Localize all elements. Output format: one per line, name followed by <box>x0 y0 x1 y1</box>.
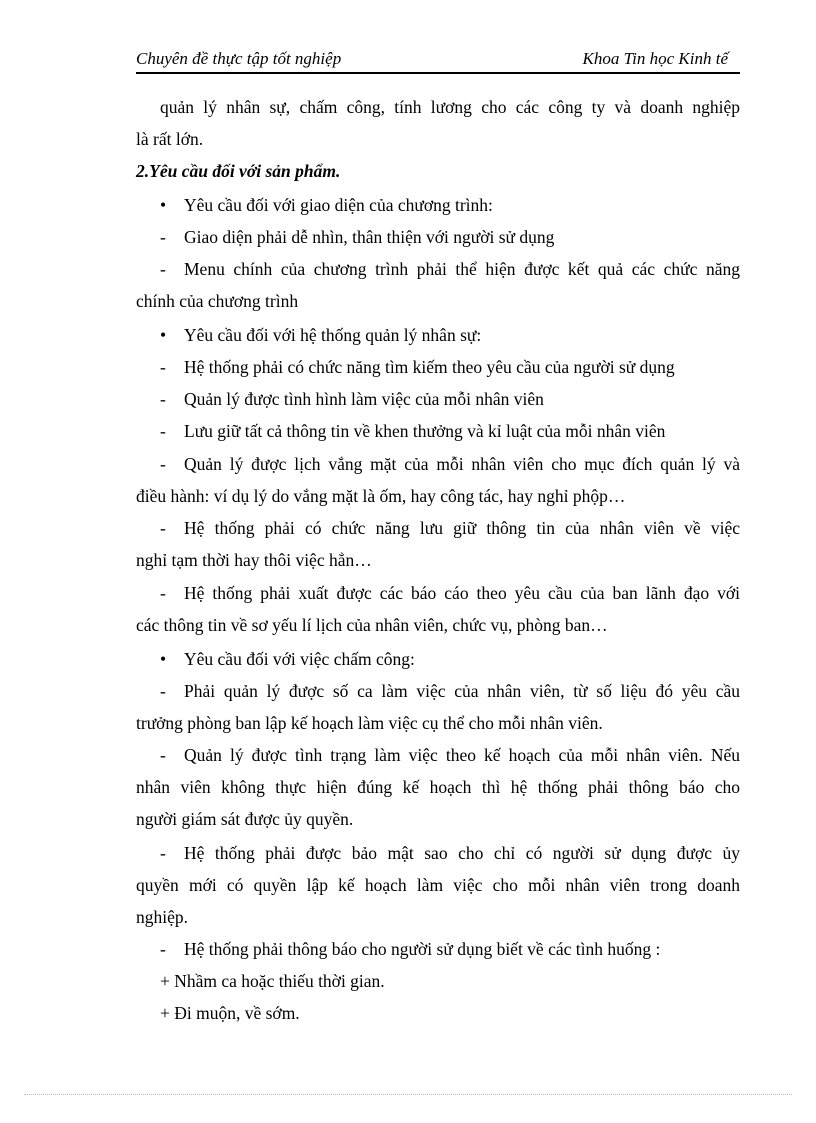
dash-text: Lưu giữ tất cả thông tin về khen thưởng và kỉ luật của mỗi nhân viên <box>184 421 666 441</box>
bullet-text: Yêu cầu đối với hệ thống quản lý nhân sự: <box>184 325 482 345</box>
dash-text: Hệ thống phải được bảo mật sao cho chỉ có người sử dụng được ủy <box>184 843 740 863</box>
plus-text: + Nhầm ca hoặc thiếu thời gian. <box>160 971 385 991</box>
dash-marker: - <box>160 227 166 247</box>
dash-item <box>136 680 740 702</box>
dash-marker: - <box>160 518 166 538</box>
dash-text: Hệ thống phải có chức năng lưu giữ thông tin của nhân viên về việc <box>184 518 740 538</box>
bullet-marker: • <box>160 195 167 215</box>
dash-item <box>136 938 740 960</box>
dash-text: Quản lý được lịch vắng mặt của mỗi nhân viên cho mục đích quản lý và <box>184 454 740 474</box>
bullet-item <box>136 648 740 670</box>
dash-marker: - <box>160 259 166 279</box>
bullet-item <box>136 324 740 346</box>
dash-item <box>136 453 740 475</box>
footer-divider <box>24 1094 792 1095</box>
dash-item <box>136 388 740 410</box>
dash-text: Phải quản lý được số ca làm việc của nhân viên, từ số liệu đó yêu cầu <box>184 681 740 701</box>
section-heading: 2.Yêu cầu đối với sản phẩm. <box>136 161 341 181</box>
dash-marker: - <box>160 357 166 377</box>
dash-item <box>136 842 740 864</box>
plus-text: + Đi muộn, về sớm. <box>160 1003 300 1023</box>
dash-text: Menu chính của chương trình phải thể hiện được kết quả các chức năng <box>184 259 740 279</box>
paragraph-line <box>136 96 740 118</box>
text: quản lý nhân sự, chấm công, tính lương cho các công ty và doanh nghiệp <box>160 97 740 117</box>
dash-item <box>136 226 740 248</box>
plus-item <box>136 970 740 992</box>
dash-marker: - <box>160 583 166 603</box>
bullet-text: Yêu cầu đối với giao diện của chương trình: <box>184 195 493 215</box>
dash-marker: - <box>160 454 166 474</box>
dash-item <box>136 744 740 766</box>
paragraph-line: người giám sát được ủy quyền. <box>136 809 354 829</box>
header-title-left: Chuyên đề thực tập tốt nghiệp <box>136 49 342 68</box>
paragraph-line: là rất lớn. <box>136 129 204 149</box>
dash-marker: - <box>160 843 166 863</box>
dash-marker: - <box>160 681 166 701</box>
paragraph-line: quyền mới có quyền lập kế hoạch làm việc cho mỗi nhân viên trong doanh <box>136 875 740 895</box>
dash-text: Giao diện phải dễ nhìn, thân thiện với người sử dụng <box>184 227 555 247</box>
plus-item <box>136 1002 740 1024</box>
dash-marker: - <box>160 421 166 441</box>
paragraph-line: chính của chương trình <box>136 291 299 311</box>
header-title-right: Khoa Tin học Kinh tế <box>582 49 728 68</box>
paragraph-line: nghỉ tạm thời hay thôi việc hẳn… <box>136 550 372 570</box>
paragraph-line: trưởng phòng ban lập kế hoạch làm việc cụ thể cho mỗi nhân viên. <box>136 713 603 733</box>
dash-item <box>136 356 740 378</box>
paragraph-line: điều hành: ví dụ lý do vắng mặt là ốm, hay công tác, hay nghỉ phộp… <box>136 486 626 506</box>
dash-marker: - <box>160 745 166 765</box>
dash-marker: - <box>160 389 166 409</box>
dash-text: Hệ thống phải xuất được các báo cáo theo yêu cầu của ban lãnh đạo với <box>184 583 740 603</box>
dash-marker: - <box>160 939 166 959</box>
dash-text: Quản lý được tình trạng làm việc theo kế hoạch của mỗi nhân viên. Nếu <box>184 745 740 765</box>
bullet-item <box>136 194 740 216</box>
dash-item <box>136 258 740 280</box>
dash-item <box>136 517 740 539</box>
dash-text: Hệ thống phải thông báo cho người sử dụng biết về các tình huống : <box>184 939 661 959</box>
bullet-marker: • <box>160 325 167 345</box>
page-header <box>136 48 740 74</box>
bullet-text: Yêu cầu đối với việc chấm công: <box>184 649 415 669</box>
dash-item <box>136 420 740 442</box>
dash-text: Quản lý được tình hình làm việc của mỗi nhân viên <box>184 389 544 409</box>
paragraph-line: nghiệp. <box>136 907 189 927</box>
paragraph-line: nhân viên không thực hiện đúng kế hoạch thì hệ thống phải thông báo cho <box>136 777 740 797</box>
dash-text: Hệ thống phải có chức năng tìm kiếm theo yêu cầu của người sử dụng <box>184 357 675 377</box>
bullet-marker: • <box>160 649 167 669</box>
paragraph-line: các thông tin về sơ yếu lí lịch của nhân viên, chức vụ, phòng ban… <box>136 615 608 635</box>
dash-item <box>136 582 740 604</box>
